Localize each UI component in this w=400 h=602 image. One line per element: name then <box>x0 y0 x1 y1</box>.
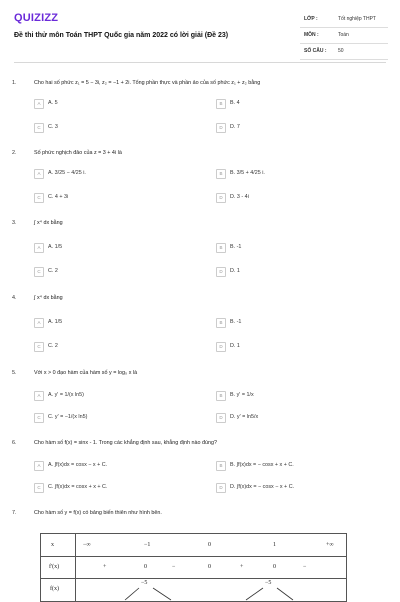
sign: − <box>172 564 176 570</box>
sign: 0 <box>208 564 211 570</box>
option-text: D. 1 <box>230 343 240 349</box>
option-text: C. 2 <box>48 268 58 274</box>
arrow-down <box>277 588 293 600</box>
option-text: A. y' = 1/(x ln5) <box>48 392 84 398</box>
option-text: B. ∫f(x)dx = − cosx + x + C. <box>230 462 294 468</box>
option-b[interactable] <box>216 168 366 180</box>
option-letter: A <box>34 391 44 401</box>
option-text: B. -1 <box>230 319 242 325</box>
extreme-value: −5 <box>141 580 148 586</box>
row-label: f(x) <box>50 586 59 592</box>
option-text: D. 3 - 4i <box>230 194 249 200</box>
option-text: A. 1/5 <box>48 244 63 250</box>
option-letter: B <box>216 169 226 179</box>
option-text: B. y' = 1/x <box>230 392 254 398</box>
option-letter: B <box>216 461 226 471</box>
option-c[interactable] <box>34 192 184 204</box>
option-text: D. ∫f(x)dx = − cosx − x + C. <box>230 484 295 490</box>
sign: + <box>240 564 244 570</box>
question-number: 3. <box>12 220 17 226</box>
arrow-down <box>153 588 171 600</box>
x-value: −1 <box>144 542 151 548</box>
option-a[interactable] <box>34 242 184 254</box>
option-text: A. 1/5 <box>48 319 63 325</box>
option-a[interactable] <box>34 390 184 402</box>
option-letter: D <box>216 483 226 493</box>
meta-label: SỐ CÂU : <box>304 48 327 54</box>
meta-row-count <box>300 44 388 60</box>
option-letter: D <box>216 193 226 203</box>
option-letter: A <box>34 461 44 471</box>
question-number: 2. <box>12 150 17 156</box>
option-text: A. 3/25 − 4/25 i. <box>48 170 86 176</box>
sign: − <box>303 564 307 570</box>
option-letter: C <box>34 123 44 133</box>
meta-value: Tốt nghiệp THPT <box>338 16 376 22</box>
option-letter: C <box>34 193 44 203</box>
option-letter: C <box>34 267 44 277</box>
option-a[interactable] <box>34 460 184 472</box>
option-text: C. ∫f(x)dx = cosx + x + C. <box>48 484 108 490</box>
option-d[interactable] <box>216 412 366 424</box>
option-letter: B <box>216 318 226 328</box>
x-value: 0 <box>208 542 211 548</box>
option-letter: C <box>34 413 44 423</box>
question-number: 4. <box>12 295 17 301</box>
option-letter: A <box>34 99 44 109</box>
row-label: x <box>51 542 54 548</box>
question-text: ∫ x⁴ dx bằng <box>34 295 63 301</box>
option-c[interactable] <box>34 412 184 424</box>
option-letter: D <box>216 123 226 133</box>
option-letter: A <box>34 318 44 328</box>
option-letter: D <box>216 342 226 352</box>
option-letter: B <box>216 99 226 109</box>
variation-arrows <box>41 578 346 601</box>
option-text: A. 5 <box>48 100 58 106</box>
option-letter: C <box>34 342 44 352</box>
option-letter: A <box>34 169 44 179</box>
option-letter: A <box>34 243 44 253</box>
option-a[interactable] <box>34 317 184 329</box>
option-text: B. -1 <box>230 244 242 250</box>
option-c[interactable] <box>34 122 184 134</box>
option-d[interactable] <box>216 266 366 278</box>
option-letter: D <box>216 413 226 423</box>
sign: + <box>103 564 107 570</box>
question-text: Với x > 0 đạo hàm của hàm số y = log₅ x là <box>34 370 138 376</box>
option-text: B. 3/5 + 4/25 i. <box>230 170 265 176</box>
option-letter: C <box>34 483 44 493</box>
option-a[interactable] <box>34 168 184 180</box>
option-b[interactable] <box>216 460 366 472</box>
meta-row-class <box>300 12 388 28</box>
x-value: −∞ <box>83 542 91 548</box>
option-b[interactable] <box>216 317 366 329</box>
x-value: +∞ <box>326 542 334 548</box>
x-value: 1 <box>273 542 276 548</box>
document-title: Đề thi thử môn Toán THPT Quốc gia năm 2022 có lời giải (Đề 23) <box>14 32 229 39</box>
option-b[interactable] <box>216 242 366 254</box>
table-row-x <box>41 534 346 557</box>
meta-value: Toán <box>338 32 349 38</box>
extreme-value: −5 <box>265 580 272 586</box>
option-text: C. 4 + 3i <box>48 194 69 200</box>
question-number: 1. <box>12 80 17 86</box>
table-row-fprime <box>41 556 346 579</box>
option-text: B. 4 <box>230 100 240 106</box>
question-text: Cho hàm số f(x) = sinx - 1. Trong các khẳng định sau, khẳng định nào đúng? <box>34 440 217 446</box>
option-letter: B <box>216 243 226 253</box>
option-c[interactable] <box>34 482 184 494</box>
arrow-up <box>246 588 263 600</box>
question-number: 6. <box>12 440 17 446</box>
option-d[interactable] <box>216 192 366 204</box>
option-b[interactable] <box>216 390 366 402</box>
variation-table <box>40 533 347 602</box>
option-text: D. 7 <box>230 124 240 130</box>
option-c[interactable] <box>34 266 184 278</box>
option-c[interactable] <box>34 341 184 353</box>
meta-row-subject <box>300 28 388 44</box>
sign: 0 <box>144 564 147 570</box>
meta-label: MÔN : <box>304 32 319 38</box>
option-text: C. 3 <box>48 124 58 130</box>
option-text: C. y' = −1/(x ln5) <box>48 414 88 420</box>
arrow-up <box>125 588 139 600</box>
meta-label: LỚP : <box>304 16 318 22</box>
header-divider <box>14 62 386 63</box>
table-row-f <box>41 578 346 601</box>
option-text: D. 1 <box>230 268 240 274</box>
row-label: f'(x) <box>49 564 60 570</box>
meta-box <box>300 12 388 60</box>
option-text: A. ∫f(x)dx = cosx − x + C. <box>48 462 108 468</box>
question-text: Số phức nghịch đảo của z = 3 + 4i là <box>34 150 122 156</box>
option-b[interactable] <box>216 98 366 110</box>
option-letter: D <box>216 267 226 277</box>
option-text: D. y' = ln5/x <box>230 414 259 420</box>
question-text: Cho hai số phức z₁ = 5 − 3i, z₂ = −1 + 2i. Tổng phần thực và phần ảo của số phức z₁ + z₂ bằng <box>34 80 261 86</box>
option-text: C. 2 <box>48 343 58 349</box>
option-letter: B <box>216 391 226 401</box>
quizizz-logo: QUIZIZZ <box>14 12 59 24</box>
sign: 0 <box>273 564 276 570</box>
option-d[interactable] <box>216 482 366 494</box>
option-a[interactable] <box>34 98 184 110</box>
question-number: 7. <box>12 510 17 516</box>
question-number: 5. <box>12 370 17 376</box>
option-d[interactable] <box>216 341 366 353</box>
question-text: Cho hàm số y = f(x) có bảng biến thiên như hình bên. <box>34 510 162 516</box>
question-text: ∫ x⁴ dx bằng <box>34 220 63 226</box>
option-d[interactable] <box>216 122 366 134</box>
meta-value: 50 <box>338 48 344 54</box>
